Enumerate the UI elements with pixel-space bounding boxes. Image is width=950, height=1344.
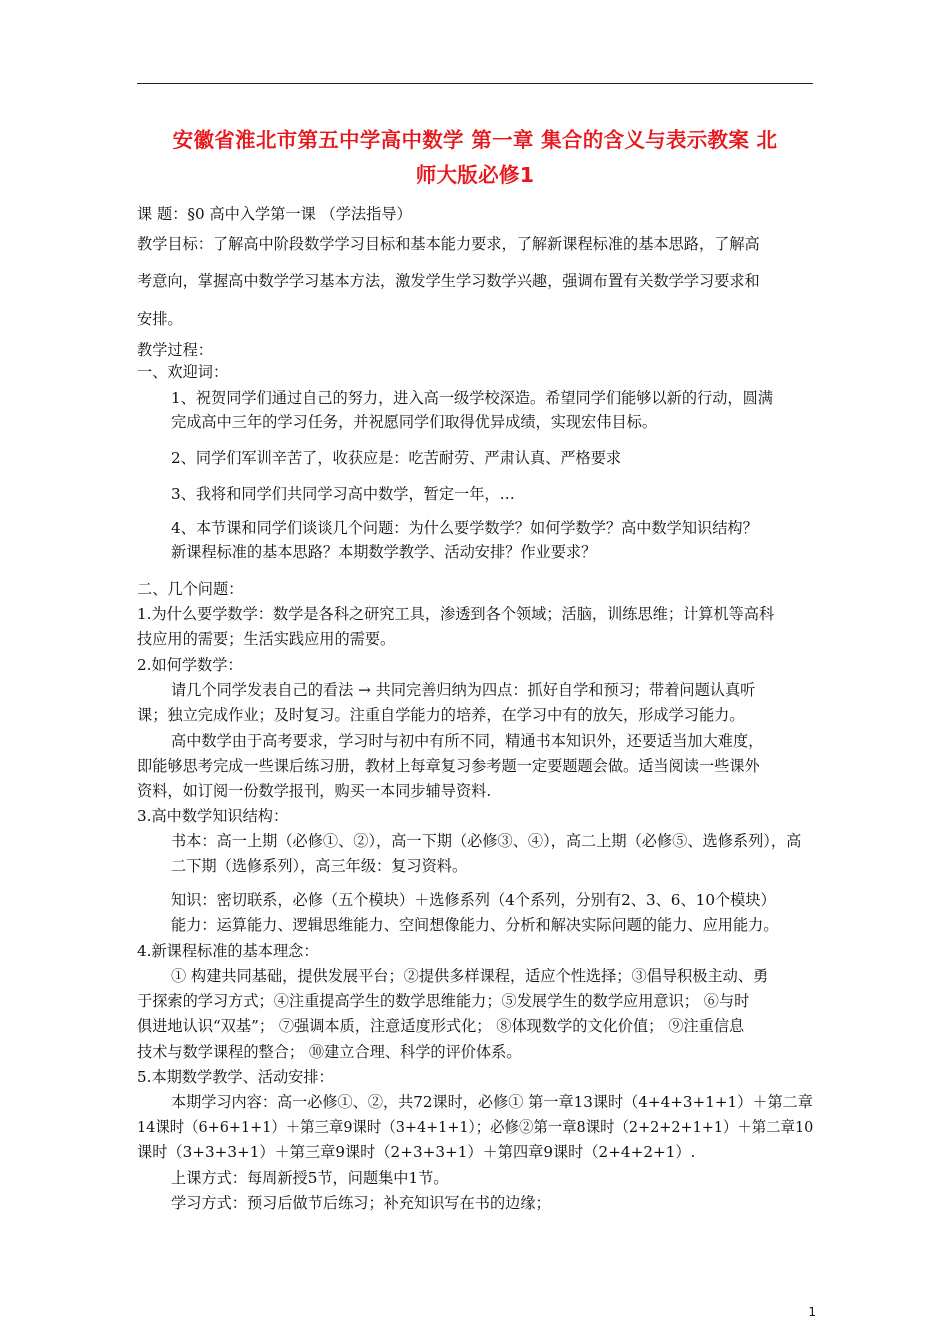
subsection-heading: 4.新课程标准的基本理念：	[137, 942, 319, 960]
text-line: 技术与数学课程的整合； ⑩建立合理、科学的评价体系。	[137, 1043, 522, 1061]
text-line: 完成高中三年的学习任务，并祝愿同学们取得优异成绩，实现宏伟目标。	[171, 413, 657, 431]
text-line: 本期学习内容：高一必修①、②，共72课时，必修① 第一章13课时（4+4+3+1+1）＋第二章	[171, 1093, 813, 1111]
section-heading: 教学过程：	[137, 341, 213, 359]
text-line: 4、本节课和同学们谈谈几个问题：为什么要学数学？如何学数学？高中数学知识结构？	[171, 519, 758, 537]
header-rule	[137, 83, 813, 84]
text-line: 技应用的需要；生活实践应用的需要。	[137, 630, 396, 648]
text-line: 书本：高一上期（必修①、②），高一下期（必修③、④），高二上期（必修⑤、选修系列），高	[171, 832, 802, 850]
text-line: 知识：密切联系，必修（五个模块）＋选修系列（4个系列，分别有2、3、6、10个模块）	[171, 891, 776, 909]
text-line: 学习方式：预习后做节后练习；补充知识写在书的边缘；	[171, 1194, 551, 1212]
text-line: 安排。	[137, 310, 183, 328]
text-line: 请几个同学发表自己的看法 → 共同完善归纳为四点：抓好自学和预习；带着问题认真听	[171, 681, 756, 699]
text-line: 俱进地认识“双基”； ⑦强调本质，注意适度形式化； ⑧体现数学的文化价值； ⑨注重信息	[137, 1017, 745, 1035]
text-line: 高中数学由于高考要求，学习时与初中有所不同，精通书本知识外，还要适当加大难度，	[171, 732, 764, 750]
text-line: 二下期（选修系列），高三年级：复习资料。	[171, 857, 468, 875]
document-title-line-2: 师大版必修1	[415, 163, 535, 187]
text-line: 教学目标：了解高中阶段数学学习目标和基本能力要求，了解新课程标准的基本思路，了解高	[137, 235, 760, 253]
text-line: 能力：运算能力、逻辑思维能力、空间想像能力、分析和解决实际问题的能力、应用能力。	[171, 916, 779, 934]
page-number: 1	[808, 1305, 816, 1319]
text-line: 14课时（6+6+1+1）＋第三章9课时（3+4+1+1）；必修②第一章8课时（2+2+2+1+1）＋第二章10	[137, 1118, 814, 1136]
text-line: 即能够思考完成一些课后练习册，教材上每章复习参考题一定要题题会做。适当阅读一些课外	[137, 757, 760, 775]
text-line: 1、祝贺同学们通过自己的努力，进入高一级学校深造。希望同学们能够以新的行动，圆满	[171, 389, 773, 407]
subsection-heading: 5.本期数学教学、活动安排：	[137, 1068, 334, 1086]
text-line: 考意向，掌握高中数学学习基本方法，激发学生学习数学兴趣，强调布置有关数学学习要求和	[137, 272, 760, 290]
text-line: 3、我将和同学们共同学习高中数学，暂定一年，…	[171, 485, 515, 503]
section-heading: 二、几个问题：	[137, 580, 244, 598]
text-line: 1.为什么要学数学：数学是各科之研究工具，渗透到各个领域；活脑，训练思维；计算机等高科	[137, 605, 775, 623]
subsection-heading: 2.如何学数学：	[137, 656, 243, 674]
document-title-line-1: 安徽省淮北市第五中学高中数学 第一章 集合的含义与表示教案 北	[172, 128, 778, 152]
text-line: 课；独立完成作业；及时复习。注重自学能力的培养，在学习中有的放矢，形成学习能力。	[137, 706, 745, 724]
text-line: 课时（3+3+3+1）＋第三章9课时（2+3+3+1）＋第四章9课时（2+4+2+1）.	[137, 1143, 696, 1161]
text-line: 上课方式：每周新授5节，问题集中1节。	[171, 1169, 449, 1187]
section-heading: 一、欢迎词：	[137, 363, 229, 381]
text-line: 新课程标准的基本思路？本期数学教学、活动安排？作业要求？	[171, 543, 597, 561]
text-line: ① 构建共同基础，提供发展平台；②提供多样课程，适应个性选择；③倡导积极主动、勇	[171, 967, 769, 985]
lesson-topic: 课 题：§0 高中入学第一课 （学法指导）	[137, 205, 412, 223]
subsection-heading: 3.高中数学知识结构：	[137, 807, 289, 825]
text-line: 于探索的学习方式；④注重提高学生的数学思维能力；⑤发展学生的数学应用意识； ⑥与时	[137, 992, 750, 1010]
text-line: 资料，如订阅一份数学报刊，购买一本同步辅导资料.	[137, 782, 492, 800]
text-line: 2、同学们军训辛苦了，收获应是：吃苦耐劳、严肃认真、严格要求	[171, 449, 622, 467]
